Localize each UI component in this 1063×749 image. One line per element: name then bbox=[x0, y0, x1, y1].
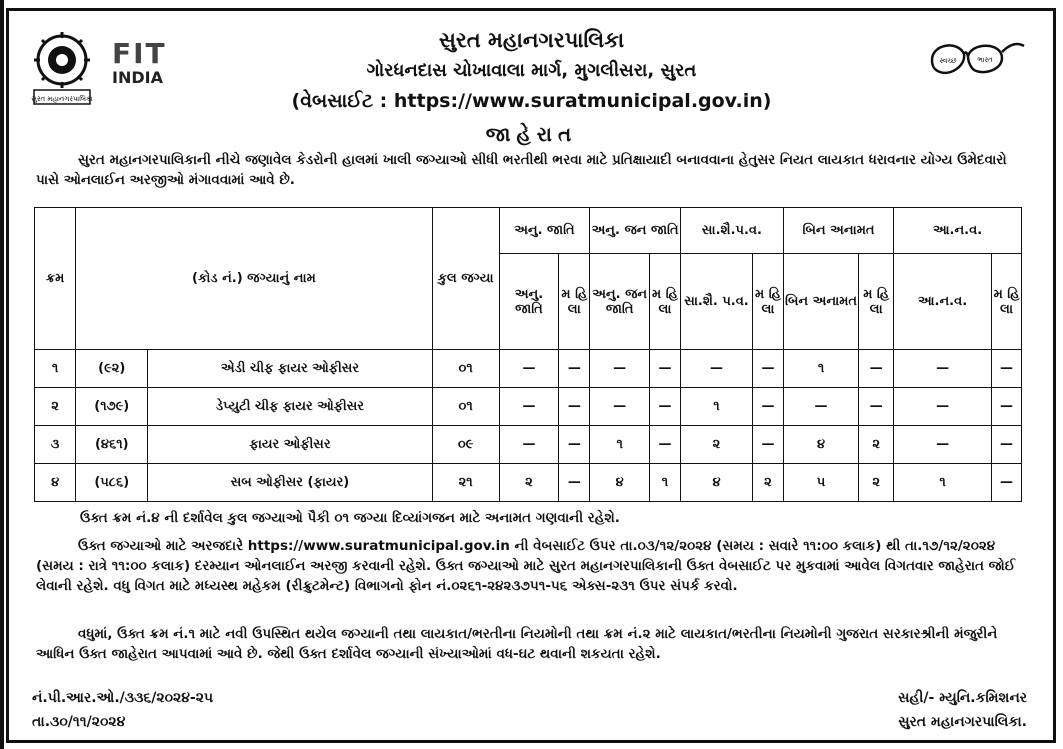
cell: ૧ bbox=[894, 464, 992, 502]
group-ews: આ.ન.વ. bbox=[894, 208, 1022, 254]
group-general: બિન અનામત bbox=[783, 208, 893, 254]
cell: — bbox=[650, 388, 681, 426]
cell: — bbox=[894, 388, 992, 426]
cell: — bbox=[559, 464, 590, 502]
row-post-name: ડેપ્યુટી ચીફ ફાયર ઓફીસર bbox=[148, 388, 432, 426]
sub-st-women: મ હિ લા bbox=[650, 254, 681, 350]
note-approval-condition: વધુમાં, ઉક્ત ક્રમ નં.૧ માટે નવી ઉપસ્થિત થયેલ જગ્યાની તથા લાયકાત/ભરતીના નિયમોની તથા ક્રમ નં.૨ માટે લાયકાત/ભરતીના નિયમોની ગુજરાત સરકારશ્રીની મંજુરીને આધિન ઉક્ત જાહેરાત આપવામાં આવે છે. જેથી ઉક્ત દર્શાવેલ જગ્યાની સંખ્યાઓમાં વધ-ઘટ થવાની શકયતા રહેશે. bbox=[36, 626, 998, 662]
row-kram: ૧ bbox=[35, 350, 76, 388]
page-edge-rule bbox=[0, 0, 4, 749]
cell: ૧ bbox=[783, 350, 858, 388]
row-post-name: સબ ઓફીસર (ફાયર) bbox=[148, 464, 432, 502]
note-disability-reservation: ઉક્ત ક્રમ નં.૪ ની દર્શાવેલ કુલ જગ્યાઓ પૈકી ૦૧ જગ્યા દિવ્યાંગજન માટે અનામત ગણવાની રહેશે. bbox=[80, 510, 620, 526]
row-kram: ૨ bbox=[35, 388, 76, 426]
row-total: ૦૧ bbox=[432, 388, 499, 426]
cell: — bbox=[753, 350, 784, 388]
cell: ૨ bbox=[859, 426, 894, 464]
org-title: સુરત મહાનગરપાલિકા bbox=[438, 28, 625, 52]
cell: — bbox=[590, 388, 650, 426]
row-total: ૨૧ bbox=[432, 464, 499, 502]
sub-sebc-women: મ હિ લા bbox=[753, 254, 784, 350]
row-post-name: ફાયર ઓફીસર bbox=[148, 426, 432, 464]
cell: ૨ bbox=[680, 426, 752, 464]
cell: — bbox=[859, 350, 894, 388]
row-code: (૧૭૯) bbox=[76, 388, 148, 426]
sub-ews-women: મ હિ લા bbox=[992, 254, 1022, 350]
cell: — bbox=[992, 388, 1022, 426]
header-kram: ક્રમ bbox=[35, 208, 76, 350]
row-code: (૪૬૧) bbox=[76, 426, 148, 464]
table-row bbox=[35, 350, 1022, 388]
sub-general: બિન અનામત bbox=[783, 254, 858, 350]
cell: ૧ bbox=[650, 464, 681, 502]
reference-number: નં.પી.આર.ઓ./૩૩૬/૨૦૨૪-૨૫ bbox=[32, 690, 214, 706]
cell: — bbox=[559, 388, 590, 426]
cell: ૨ bbox=[859, 464, 894, 502]
sub-general-women: મ હિ લા bbox=[859, 254, 894, 350]
cell: ૧ bbox=[590, 426, 650, 464]
row-kram: ૪ bbox=[35, 464, 76, 502]
cell: — bbox=[559, 426, 590, 464]
cell: ૪ bbox=[680, 464, 752, 502]
cell: — bbox=[499, 388, 559, 426]
cell: — bbox=[590, 350, 650, 388]
cell: — bbox=[650, 426, 681, 464]
group-st: અનુ. જન જાતિ bbox=[590, 208, 681, 254]
table-row bbox=[35, 464, 1022, 502]
cell: — bbox=[992, 426, 1022, 464]
cell: ૪ bbox=[590, 464, 650, 502]
cell: — bbox=[753, 426, 784, 464]
header-total: કુલ જગ્યા bbox=[432, 208, 499, 350]
row-total: ૦૧ bbox=[432, 350, 499, 388]
notice-heading: જાહેરાત bbox=[485, 122, 578, 146]
vacancy-table bbox=[34, 207, 1022, 502]
cell: — bbox=[894, 426, 992, 464]
fit-logo-text: FIT bbox=[112, 37, 167, 70]
cell: — bbox=[680, 350, 752, 388]
signature-line-2: સુરત મહાનગરપાલિકા. bbox=[898, 714, 1027, 730]
org-address: ગોરધનદાસ ચોખાવાલા માર્ગ, મુગલીસરા, સુરત bbox=[366, 60, 697, 81]
sub-st: અનુ. જન જાતિ bbox=[590, 254, 650, 350]
row-kram: ૩ bbox=[35, 426, 76, 464]
cell: — bbox=[992, 464, 1022, 502]
note-application-window: ઉક્ત જગ્યાઓ માટે અરજદારે https://www.suratmunicipal.gov.in ની વેબસાઈટ ઉપર તા.૦૩/૧૨/૨૦૨૪ (સમય : સવારે ૧૧:૦૦ કલાક) થી તા.૧૭/૧૨/૨૦૨૪ (સમય : રાત્રે ૧૧:૦૦ કલાક) દરમ્યાન ઓનલાઈન અરજી કરવાની રહેશે. ઉક્ત જગ્યાઓ માટે સુરત મહાનગરપાલિકાની ઉક્ત વેબસાઈટ પર મુકવામાં આવેલ વિગતવાર જાહેરાત જોઈ લેવાની રહેશે. વધુ વિગત માટે મધ્યસ્થ મહેકમ (રીક્રુટમેન્ટ) વિભાગનો ફોન નં.૦૨૬૧-૨૪૨૩૭૫૧-૫૬ એક્સ-૨૩૧ ઉપર સંપર્ક કરવો. bbox=[36, 538, 1016, 594]
cell: — bbox=[559, 350, 590, 388]
table-row bbox=[35, 426, 1022, 464]
cell: — bbox=[753, 388, 784, 426]
row-code: (૯૨) bbox=[76, 350, 148, 388]
cell: ૨ bbox=[499, 464, 559, 502]
cell: — bbox=[499, 426, 559, 464]
row-total: ૦૯ bbox=[432, 426, 499, 464]
row-post-name: એડી ચીફ ફાયર ઓફીસર bbox=[148, 350, 432, 388]
cell: — bbox=[783, 388, 858, 426]
india-logo-text: INDIA bbox=[112, 68, 163, 87]
sub-ews: આ.ન.વ. bbox=[894, 254, 992, 350]
cell: — bbox=[650, 350, 681, 388]
cell: ૪ bbox=[783, 426, 858, 464]
group-sebc: સા.શૈ.પ.વ. bbox=[680, 208, 783, 254]
group-sc: અનુ. જાતિ bbox=[499, 208, 590, 254]
intro-paragraph: સુરત મહાનગરપાલિકાની નીચે જણાવેલ કેડરોની હાલમાં ખાલી જગ્યાઓ સીધી ભરતીથી ભરવા માટે પ્રતિક્ષાયાદી બનાવવાના હેતુસર નિયત લાયકાત ધરાવનાર યોગ્ય ઉમેદવારો પાસે ઓનલાઈન અરજીઓ મંગાવવામાં આવે છે. bbox=[36, 152, 1007, 188]
row-code: (૫૮૬) bbox=[76, 464, 148, 502]
header-post-name: (કોડ નં.) જગ્યાનું નામ bbox=[76, 208, 432, 350]
sub-sc: અનુ. જાતિ bbox=[499, 254, 559, 350]
cell: — bbox=[499, 350, 559, 388]
table-row bbox=[35, 388, 1022, 426]
cell: ૫ bbox=[783, 464, 858, 502]
cell: — bbox=[992, 350, 1022, 388]
org-website: (વેબસાઈટ : https://www.suratmunicipal.gov.in) bbox=[291, 90, 772, 112]
sub-sc-women: મ હિ લા bbox=[559, 254, 590, 350]
cell: ૨ bbox=[753, 464, 784, 502]
cell: ૧ bbox=[680, 388, 752, 426]
emblem-caption: સુરત મહાનગરપાલિકા bbox=[31, 95, 93, 103]
cell: — bbox=[859, 388, 894, 426]
reference-date: તા.૩૦/૧૧/૨૦૨૪ bbox=[32, 714, 126, 730]
swachh-caption-2: ભારત bbox=[977, 56, 993, 64]
signature-line-1: સહી/- મ્યુનિ.કમિશનર bbox=[898, 690, 1027, 706]
swachh-caption-1: સ્વચ્છ bbox=[939, 57, 957, 65]
sub-sebc: સા.શૈ. પ.વ. bbox=[680, 254, 752, 350]
cell: — bbox=[894, 350, 992, 388]
